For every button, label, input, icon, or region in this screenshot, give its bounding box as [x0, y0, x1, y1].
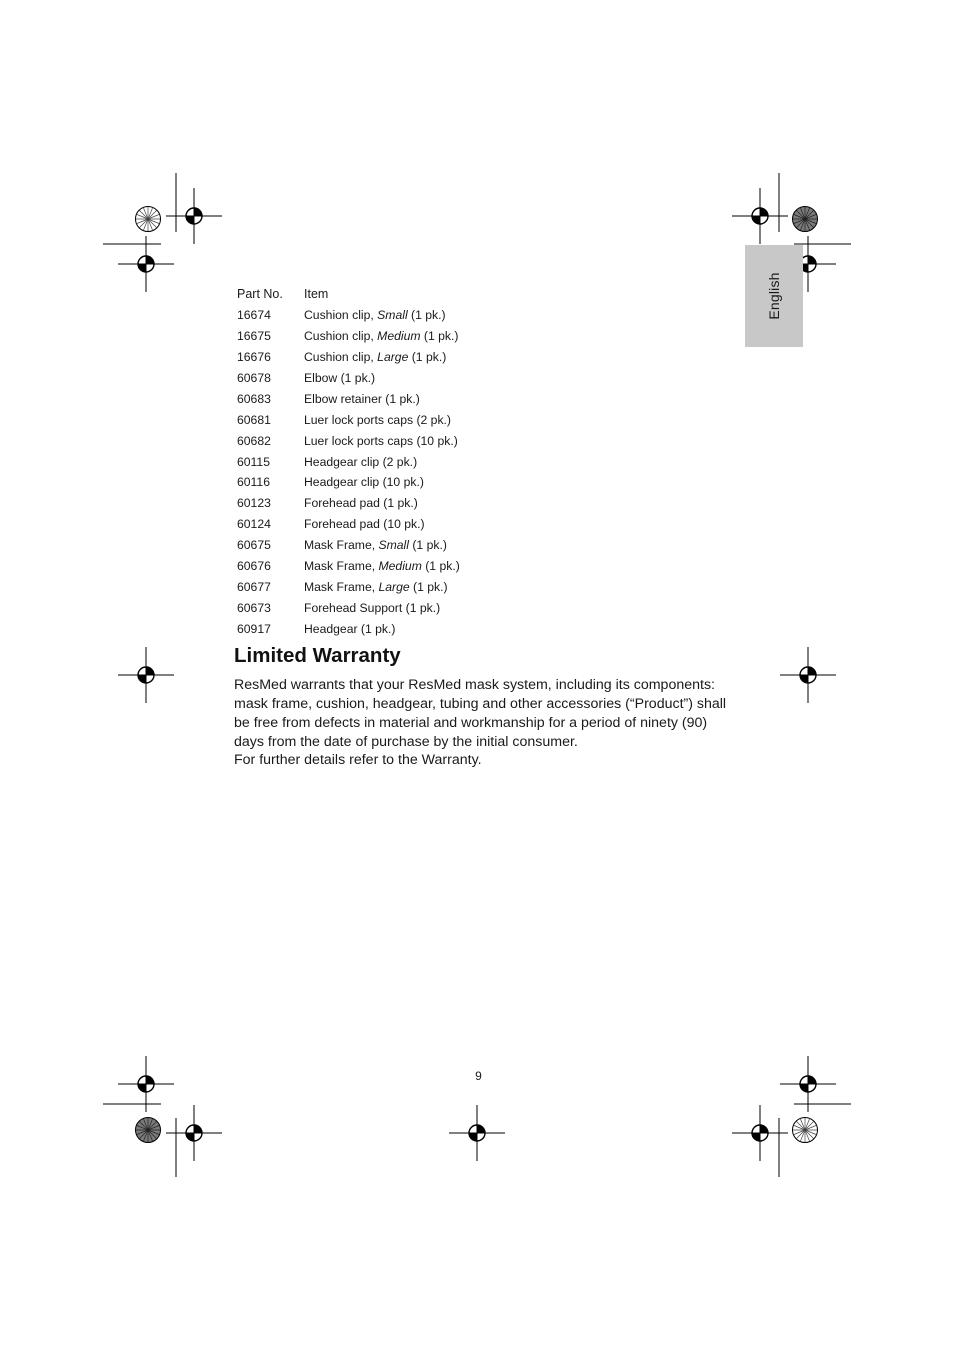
- item-text: Mask Frame,: [304, 579, 379, 594]
- item-cell: [304, 326, 460, 347]
- item-cell: [304, 556, 460, 577]
- item-text: Headgear (1 pk.): [304, 621, 396, 636]
- table-row: [237, 535, 460, 556]
- table-row: [237, 618, 460, 639]
- warranty-title: Limited Warranty: [234, 644, 401, 667]
- part-number-cell: 60673: [237, 600, 271, 615]
- item-size: Large: [378, 579, 410, 594]
- item-cell: [304, 409, 460, 430]
- item-size: Medium: [378, 559, 422, 574]
- table-row: [237, 472, 460, 493]
- item-pack: (1 pk.): [421, 559, 460, 574]
- item-cell: [304, 451, 460, 472]
- item-cell: [304, 430, 460, 451]
- table-header-row: [237, 284, 460, 305]
- part-number-cell: 60123: [237, 496, 271, 511]
- table-row: [237, 368, 460, 389]
- part-number-cell: 60115: [237, 454, 270, 469]
- item-text: Elbow (1 pk.): [304, 371, 376, 385]
- part-number-cell: 60676: [237, 559, 271, 574]
- table-row: [237, 326, 460, 347]
- table-row: [237, 305, 460, 326]
- part-number-cell: 60683: [237, 391, 271, 406]
- part-number-cell: 16675: [237, 329, 271, 344]
- item-size: Small: [378, 538, 409, 553]
- part-number-cell: 60124: [237, 517, 271, 532]
- item-size: Large: [377, 350, 409, 365]
- item-pack: (1 pk.): [420, 329, 459, 344]
- item-size: Small: [377, 308, 408, 323]
- item-cell: [304, 493, 460, 514]
- item-text: Cushion clip,: [304, 350, 378, 365]
- table-row: [237, 514, 460, 535]
- item-pack: (1 pk.): [409, 579, 448, 594]
- item-cell: [304, 472, 460, 493]
- item-cell: [304, 368, 460, 389]
- table-row: [237, 576, 460, 597]
- item-cell: [304, 347, 460, 368]
- item-pack: (1 pk.): [408, 350, 447, 365]
- item-size: Medium: [377, 329, 421, 344]
- table-row: [237, 493, 460, 514]
- part-number-cell: 60677: [237, 579, 271, 594]
- table-row: [237, 597, 460, 618]
- warranty-note: For further details refer to the Warranty.: [234, 752, 482, 768]
- item-cell: [304, 576, 460, 597]
- table-row: [237, 556, 460, 577]
- part-number-cell: 60675: [237, 538, 271, 553]
- language-tab: [745, 245, 803, 347]
- column-header-item: Item: [304, 287, 329, 302]
- item-cell: [304, 388, 460, 409]
- item-text: Forehead pad (10 pk.): [304, 517, 425, 532]
- part-number-cell: 16676: [237, 350, 271, 365]
- table-row: [237, 409, 460, 430]
- item-text: Cushion clip,: [304, 329, 378, 344]
- item-pack: (1 pk.): [408, 538, 447, 553]
- item-text: Cushion clip,: [304, 308, 378, 323]
- part-number-cell: 60681: [237, 412, 271, 427]
- column-header-part-no: Part No.: [237, 287, 283, 302]
- item-cell: [304, 535, 460, 556]
- warranty-paragraph: ResMed warrants that your ResMed mask system, including its components: mask frame, cushion, headgear, tubing and other accessories (“Product”) shall be free from defects in material and workmanship for a period of ninety (90) days from the date of purchase by the initial consumer.: [234, 677, 727, 750]
- item-text: Luer lock ports caps (10 pk.): [304, 433, 458, 448]
- table-row: [237, 388, 460, 409]
- part-number-cell: 60682: [237, 433, 271, 448]
- item-cell: [304, 618, 460, 639]
- item-text: Elbow retainer (1 pk.): [304, 391, 420, 406]
- item-text: Forehead pad (1 pk.): [304, 496, 418, 511]
- table-row: [237, 347, 460, 368]
- part-number-cell: 60116: [237, 475, 270, 490]
- table-row: [237, 451, 460, 472]
- item-cell: [304, 514, 460, 535]
- item-text: Mask Frame,: [304, 559, 379, 574]
- item-cell: [304, 597, 460, 618]
- part-number-cell: 16674: [237, 308, 271, 323]
- item-text: Forehead Support (1 pk.): [304, 600, 441, 615]
- parts-table: [237, 284, 460, 639]
- item-text: Headgear clip (10 pk.): [304, 475, 424, 490]
- item-cell: [304, 305, 460, 326]
- parts-table-body: [237, 305, 460, 639]
- item-text: Headgear clip (2 pk.): [304, 454, 418, 469]
- part-number-cell: 60917: [237, 621, 271, 636]
- language-tab-label: English: [766, 272, 782, 320]
- item-pack: (1 pk.): [407, 308, 446, 323]
- page-number: 9: [475, 1069, 482, 1083]
- part-number-cell: 60678: [237, 371, 271, 385]
- item-text: Luer lock ports caps (2 pk.): [304, 412, 451, 427]
- table-row: [237, 430, 460, 451]
- item-text: Mask Frame,: [304, 538, 379, 553]
